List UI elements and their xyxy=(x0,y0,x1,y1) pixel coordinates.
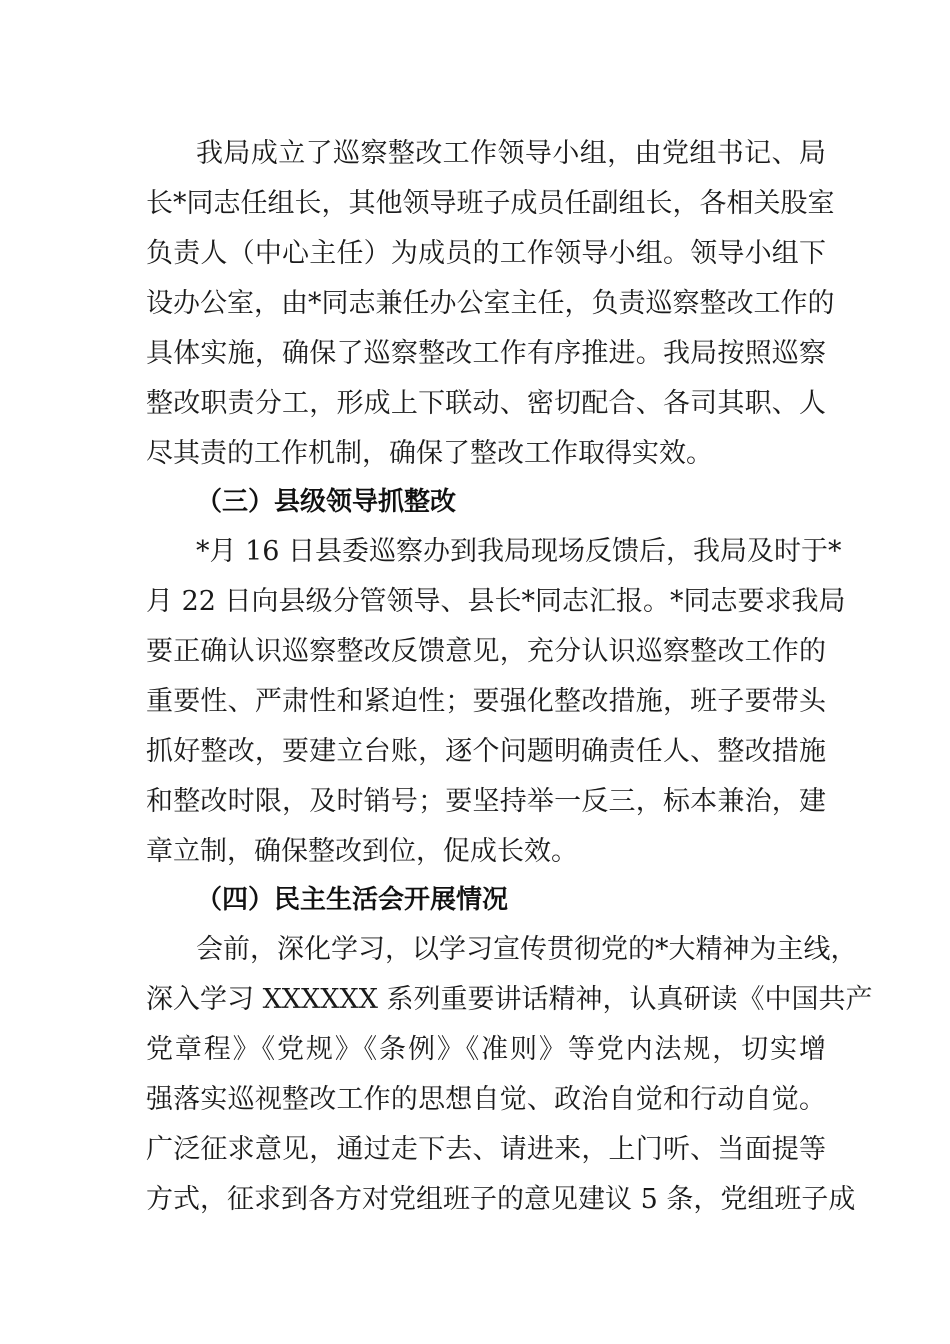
text-line: 章立制，确保整改到位，促成长效。 xyxy=(146,836,578,867)
text-line: 月 22 日向县级分管领导、县长*同志汇报。*同志要求我局 xyxy=(146,586,846,617)
text-line: 设办公室，由*同志兼任办公室主任，负责巡察整改工作的 xyxy=(146,288,835,319)
text-line: 要正确认识巡察整改反馈意见，充分认识巡察整改工作的 xyxy=(146,636,826,667)
text-line: 负责人（中心主任）为成员的工作领导小组。领导小组下 xyxy=(146,238,826,269)
text-line: 深入学习 XXXXXX 系列重要讲话精神，认真研读《中国共产 xyxy=(146,984,873,1015)
text-line: 重要性、严肃性和紧迫性；要强化整改措施，班子要带头 xyxy=(146,686,826,717)
section-heading: （四）民主生活会开展情况 xyxy=(196,885,509,915)
text-line: *月 16 日县委巡察办到我局现场反馈后，我局及时于* xyxy=(196,536,842,567)
text-line: 方式，征求到各方对党组班子的意见建议 5 条，党组班子成 xyxy=(146,1184,856,1215)
text-line: 具体实施，确保了巡察整改工作有序推进。我局按照巡察 xyxy=(146,338,826,369)
section-heading: （三）县级领导抓整改 xyxy=(196,487,457,517)
text-line: 强落实巡视整改工作的思想自觉、政治自觉和行动自觉。 xyxy=(146,1084,826,1115)
text-line: 广泛征求意见，通过走下去、请进来，上门听、当面提等 xyxy=(146,1134,826,1165)
text-line: 抓好整改，要建立台账，逐个问题明确责任人、整改措施 xyxy=(146,736,826,767)
text-line: 整改职责分工，形成上下联动、密切配合、各司其职、人 xyxy=(146,388,826,419)
text-line: 党章程》《党规》《条例》《准则》等党内法规，切实增 xyxy=(146,1034,826,1065)
text-line: 我局成立了巡察整改工作领导小组，由党组书记、局 xyxy=(196,138,826,169)
text-line: 会前，深化学习，以学习宣传贯彻党的*大精神为主线， xyxy=(196,934,858,965)
text-line: 尽其责的工作机制，确保了整改工作取得实效。 xyxy=(146,438,713,469)
text-line: 长*同志任组长，其他领导班子成员任副组长，各相关股室 xyxy=(146,188,835,219)
text-line: 和整改时限，及时销号；要坚持举一反三，标本兼治，建 xyxy=(146,786,826,817)
